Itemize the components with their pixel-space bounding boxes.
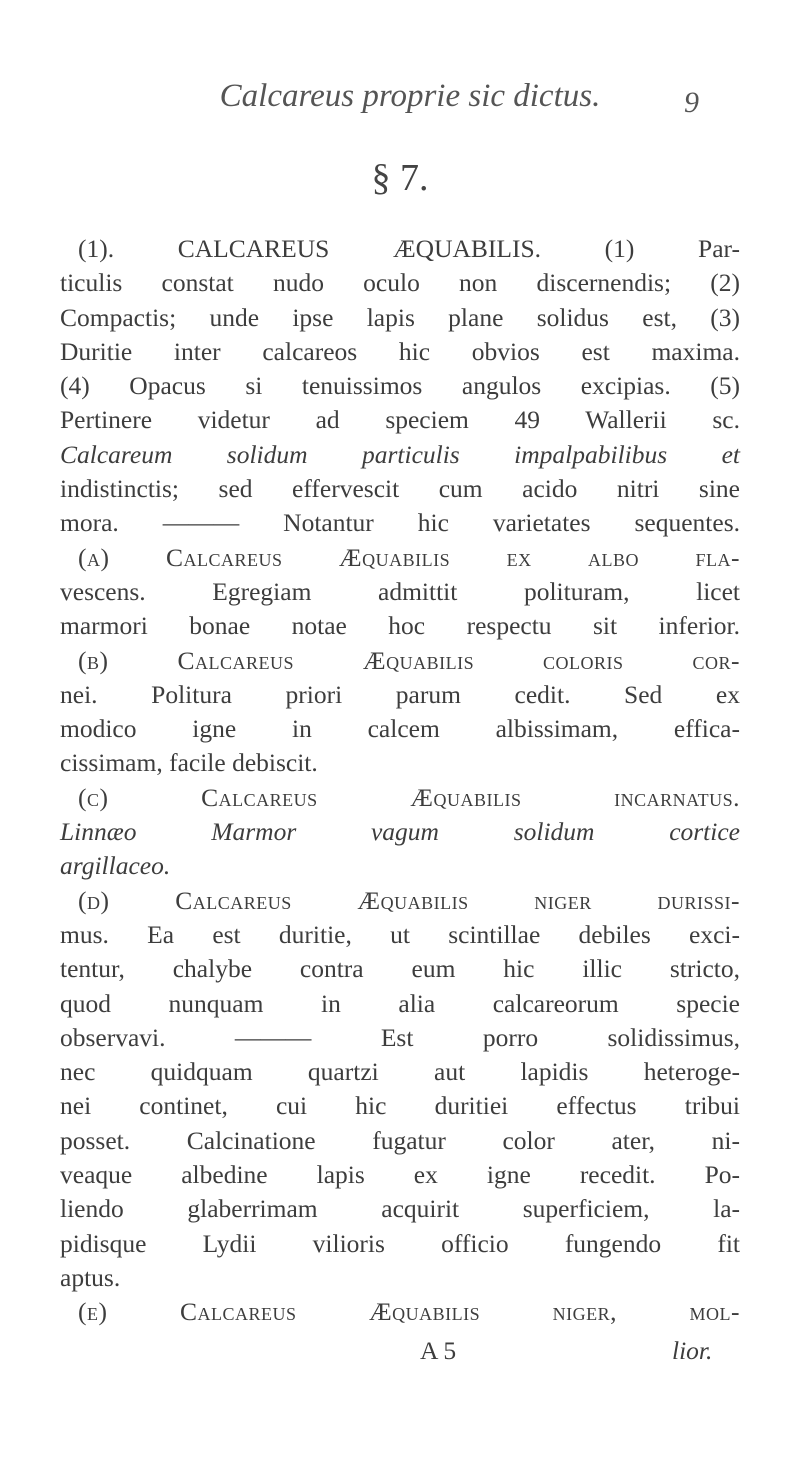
text-line: aptus. bbox=[60, 1262, 121, 1292]
text-line: vescens. Egregiam admittit polituram, licet bbox=[60, 576, 740, 606]
text-line: indistinctis; sed effervescit cum acido nitri sine bbox=[60, 474, 740, 504]
text-line: mus. Ea est duritie, ut scintillae debiles exci- bbox=[60, 919, 740, 949]
catchword: lior. bbox=[672, 1336, 713, 1365]
body-text bbox=[60, 232, 740, 1330]
text-line: veaque albedine lapis ex igne recedit. Po- bbox=[60, 1160, 740, 1190]
text-line: pidisque Lydii vilioris officio fungendo fit bbox=[60, 1228, 740, 1258]
text-line: observavi. ——— Est porro solidissimus, bbox=[60, 1022, 740, 1052]
text-line: (c) Calcareus Æquabilis incarnatus. bbox=[78, 782, 740, 812]
text-line: (4) Opacus si tenuissimos angulos excipias. (5) bbox=[60, 371, 740, 401]
text-line: tentur, chalybe contra eum hic illic stricto, bbox=[60, 954, 740, 984]
page-number: 9 bbox=[684, 86, 699, 119]
text-line: (d) Calcareus Æquabilis niger durissi- bbox=[78, 885, 740, 915]
text-line: marmori bonae notae hoc respectu sit inferior. bbox=[60, 611, 740, 641]
running-title: Calcareus proprie sic dictus. bbox=[219, 78, 601, 114]
text-line: Pertinere videtur ad speciem 49 Wallerii sc. bbox=[60, 405, 740, 435]
text-line: (b) Calcareus Æquabilis coloris cor- bbox=[78, 645, 740, 675]
signature-mark: A 5 bbox=[420, 1336, 457, 1365]
text-line: Calcareum solidum particulis impalpabilibus et bbox=[60, 439, 740, 469]
text-line: Linnæo Marmor vagum solidum cortice bbox=[60, 817, 740, 847]
text-line: (1). CALCAREUS ÆQUABILIS. (1) Par- bbox=[78, 234, 740, 263]
text-line: (a) Calcareus Æquabilis ex albo fla- bbox=[78, 542, 740, 572]
text-line: cissimam, facile debiscit. bbox=[60, 748, 318, 778]
section-heading: § 7. bbox=[371, 157, 429, 199]
text-line: quod nunquam in alia calcareorum specie bbox=[60, 988, 740, 1018]
text-line: argillaceo. bbox=[60, 851, 171, 881]
text-line: nei continet, cui hic duritiei effectus tribui bbox=[60, 1091, 740, 1121]
text-line: nei. Politura priori parum cedit. Sed ex bbox=[60, 679, 740, 709]
text-line: ticulis constat nudo oculo non discernendis; (2) bbox=[60, 268, 740, 298]
text-line: nec quidquam quartzi aut lapidis heteroge- bbox=[60, 1057, 740, 1087]
text-line: Duritie inter calcareos hic obvios est maxima. bbox=[60, 336, 740, 366]
text-line: liendo glaberrimam acquirit superficiem, la- bbox=[60, 1194, 740, 1224]
text-line: (e) Calcareus Æquabilis niger, mol- bbox=[78, 1297, 740, 1327]
text-line: mora. ——— Notantur hic varietates sequentes. bbox=[60, 508, 740, 538]
text-line: Compactis; unde ipse lapis plane solidus est, (3) bbox=[60, 302, 740, 332]
text-line: posset. Calcinatione fugatur color ater, ni- bbox=[60, 1125, 740, 1155]
text-line: modico igne in calcem albissimam, effica- bbox=[60, 714, 740, 744]
